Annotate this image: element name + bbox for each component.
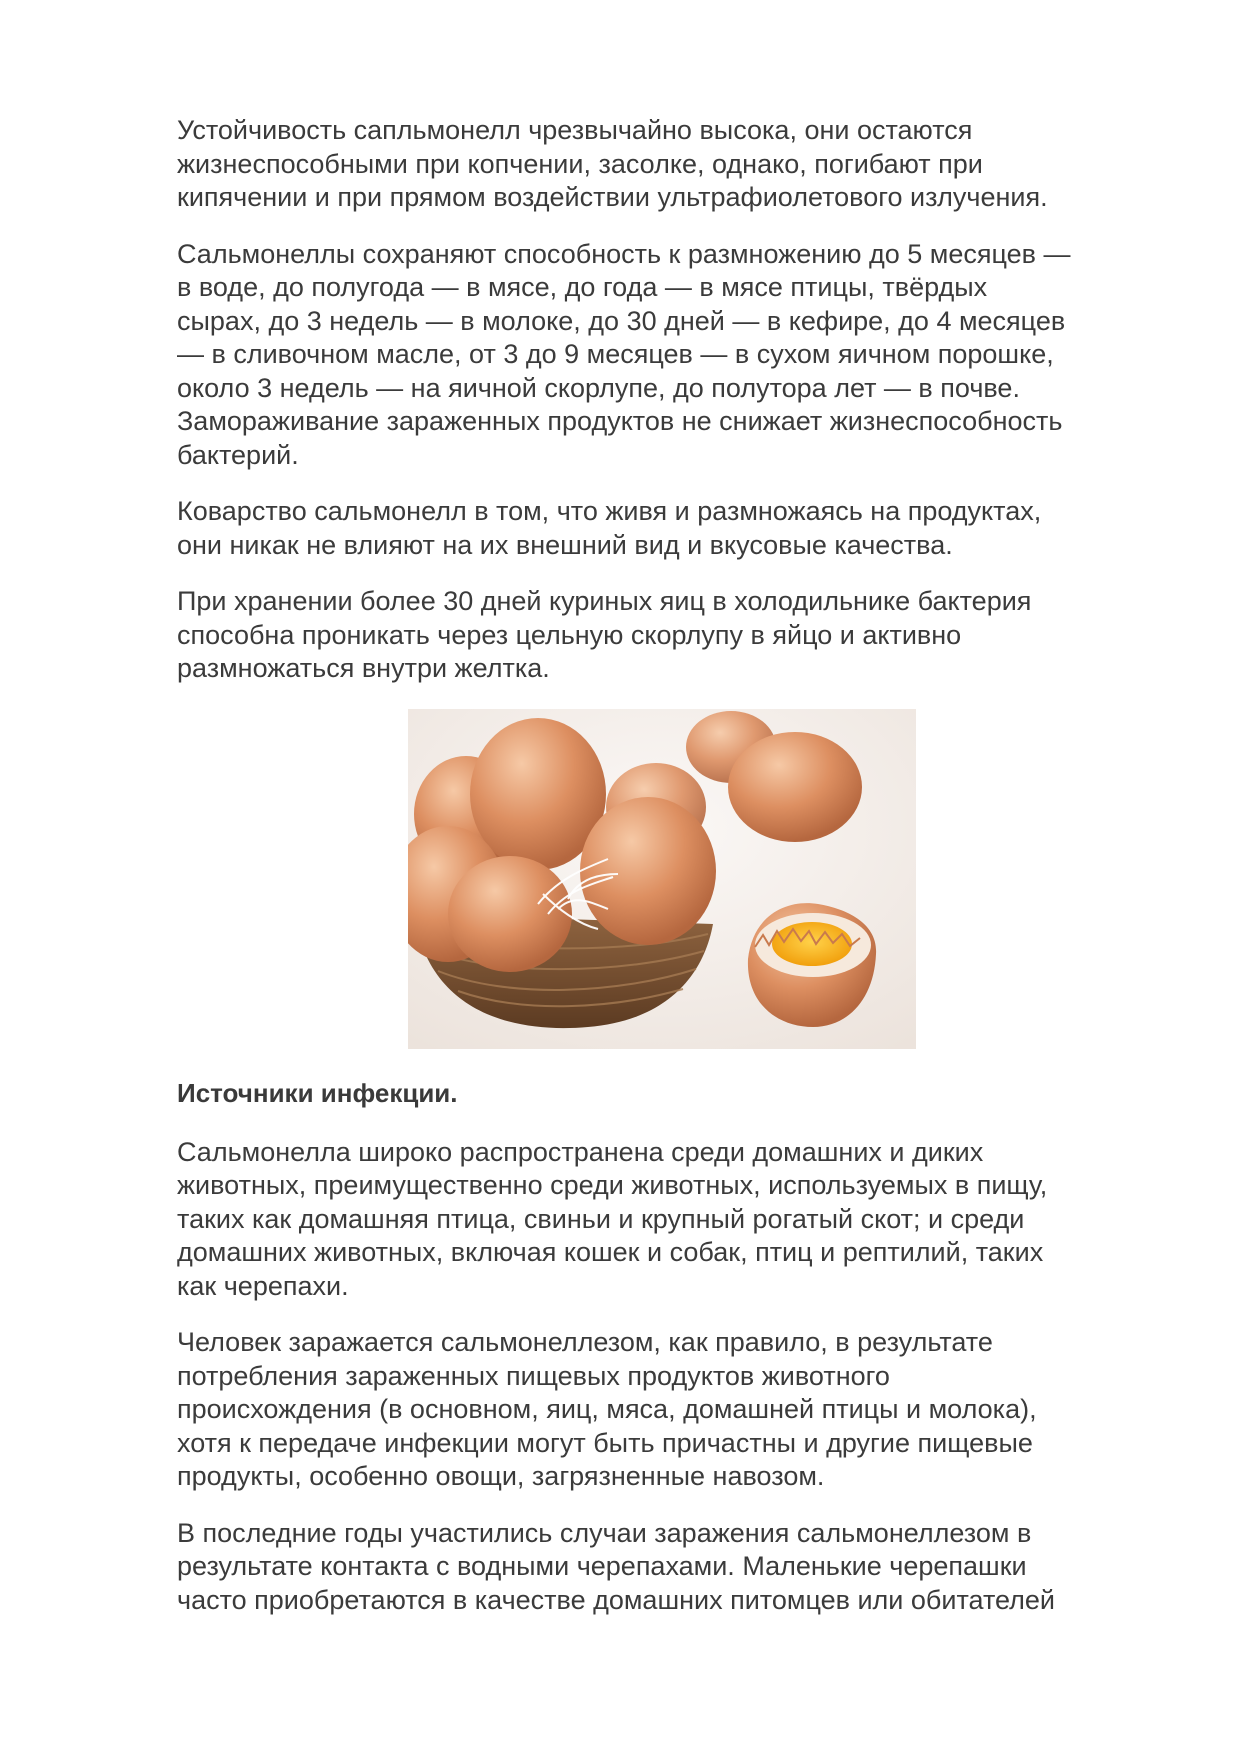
eggs-basket-illustration xyxy=(408,709,916,1049)
section-heading-infection-sources: Источники инфекции. xyxy=(177,1077,458,1108)
egg xyxy=(580,797,716,945)
paragraph-turtles: В последние годы участились случаи заражения сальмонеллезом в результате контакта с водными черепахами. Маленькие черепашки часто приобретаются в качестве домашних питомцев или обитателей xyxy=(177,1517,1055,1615)
paragraph-insidiousness: Коварство сальмонелл в том, что живя и размножаясь на продуктах, они никак не влияют на их внешний вид и вкусовые качества. xyxy=(177,496,1042,560)
paragraph-salmonella-resistance: Устойчивость сапльмонелл чрезвычайно высока, они остаются жизнеспособными при копчении, засолке, однако, погибают при кипячении и при прямом воздействии ультрафиолетового излучения. xyxy=(177,115,1048,212)
paragraph-human-infection: Человек заражается сальмонеллезом, как правило, в результате потребления зараженных пищевых продуктов животного происхождения (в основном, яиц, мяса, домашней птицы и молока), хотя к передаче инфекции могут быть причастны и другие пищевые продукты, особенно овощи, загрязненные навозом. xyxy=(177,1327,1037,1491)
background-egg xyxy=(728,732,862,842)
egg xyxy=(448,856,572,972)
eggs-basket-image xyxy=(408,709,916,1049)
paragraph-survival-periods: Сальмонеллы сохраняют способность к размножению до 5 месяцев — в воде, до полугода — в мясе, до года — в мясе птицы, твёрдых сырах, до 3 недель — в молоке, до 30 дней — в кефире, до 4 месяцев — в сливочном масле, от 3 до 9 месяцев — в сухом яичном порошке, около 3 недель — на яичной скорлупе, до полутора лет — в почве. Замораживание зараженных продуктов не снижает жизнеспособность бактерий. xyxy=(177,238,1071,470)
document-page xyxy=(177,114,1157,1640)
paragraph-animal-spread: Сальмонелла широко распространена среди домашних и диких животных, преимущественно среди животных, используемых в пищу, таких как домашняя птица, свиньи и крупный рогатый скот; и среди домашних животных, включая кошек и собак, птиц и рептилий, таких как черепахи. xyxy=(177,1136,1048,1301)
paragraph-egg-storage: При хранении более 30 дней куриных яиц в холодильнике бактерия способна проникать через цельную скорлупу в яйцо и активно размножаться внутри желтка. xyxy=(177,586,1032,683)
egg-yolk xyxy=(772,922,852,966)
